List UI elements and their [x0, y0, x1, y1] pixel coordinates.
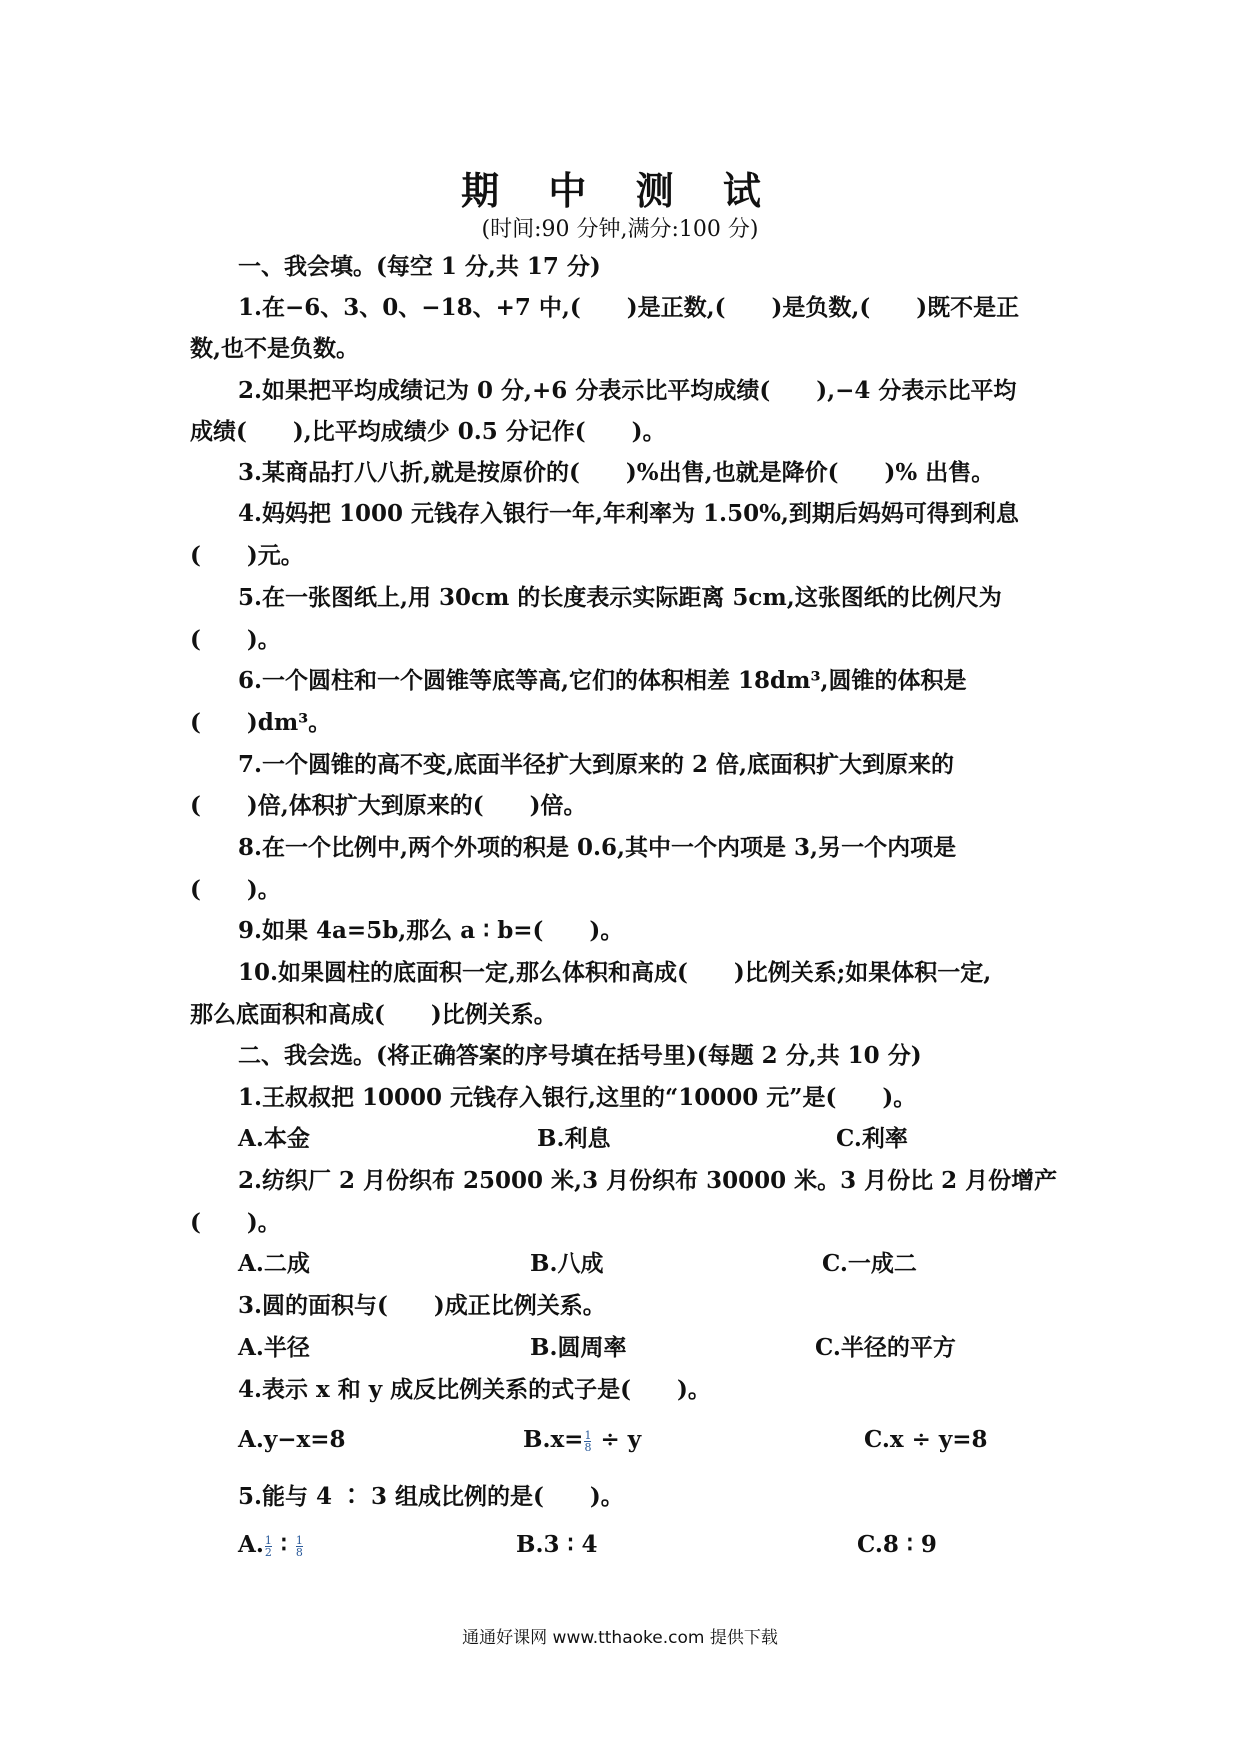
s2-q2-line1: 2.纺织厂 2 月份织布 25000 米,3 月份织布 30000 米。3 月份比 2 月份增产	[238, 1167, 1058, 1194]
page-title: 期 中 测 试	[461, 168, 779, 213]
s1-q2-line2: 成绩( ),比平均成绩少 0.5 分记作( )。	[190, 418, 666, 445]
s1-q2-line1: 2.如果把平均成绩记为 0 分,+6 分表示比平均成绩( ),−4 分表示比平均	[238, 377, 1017, 404]
s1-q9: 9.如果 4a=5b,那么 a ∶ b=( )。	[238, 917, 624, 944]
s2-q5-option-a-prefix: A.	[238, 1531, 264, 1558]
s2-q5-option-a	[238, 1530, 304, 1560]
s2-q2-option-c: C.一成二	[822, 1250, 917, 1277]
s2-q5-option-b: B.3 ∶ 4	[516, 1531, 598, 1558]
s2-q1-option-c: C.利率	[836, 1125, 908, 1152]
s2-q3-option-b: B.圆周率	[530, 1334, 627, 1361]
s2-q4-option-b-prefix: B.x=	[523, 1426, 584, 1453]
fraction-numerator: 1	[584, 1428, 592, 1442]
s2-q3-option-c: C.半径的平方	[815, 1334, 956, 1361]
ratio-separator: ∶	[272, 1531, 295, 1558]
s2-q4-option-b-suffix: ÷ y	[592, 1426, 642, 1453]
fraction-denominator: 8	[295, 1545, 303, 1559]
fraction-denominator: 8	[584, 1440, 592, 1454]
s1-q7-line1: 7.一个圆锥的高不变,底面半径扩大到原来的 2 倍,底面积扩大到原来的	[238, 751, 955, 778]
fraction-denominator: 2	[264, 1545, 272, 1559]
s1-q7-line2: ( )倍,体积扩大到原来的( )倍。	[190, 792, 587, 819]
s2-q3: 3.圆的面积与( )成正比例关系。	[238, 1292, 606, 1319]
s2-q4-option-b	[523, 1425, 641, 1455]
s2-q1-option-a: A.本金	[238, 1125, 310, 1152]
footer-source: 通通好课网 www.tthaoke.com 提供下载	[462, 1628, 778, 1648]
s2-q4-option-a: A.y−x=8	[238, 1426, 346, 1453]
s2-q5-option-c: C.8 ∶ 9	[857, 1531, 937, 1558]
page-subtitle: (时间:90 分钟,满分:100 分)	[481, 217, 759, 242]
s2-q4-option-c: C.x ÷ y=8	[864, 1426, 988, 1453]
s2-q2-option-a: A.二成	[238, 1250, 310, 1277]
fraction-one-eighth	[584, 1430, 591, 1453]
s1-q4-line1: 4.妈妈把 1000 元钱存入银行一年,年利率为 1.50%,到期后妈妈可得到利息	[238, 500, 1019, 527]
fraction-numerator: 1	[264, 1533, 272, 1547]
s2-q4: 4.表示 x 和 y 成反比例关系的式子是( )。	[238, 1376, 711, 1403]
s1-q10-line2: 那么底面积和高成( )比例关系。	[190, 1001, 557, 1028]
s1-q6-line1: 6.一个圆柱和一个圆锥等底等高,它们的体积相差 18dm³,圆锥的体积是	[238, 667, 967, 694]
s2-q1-option-b: B.利息	[537, 1125, 611, 1152]
section-2-heading: 二、我会选。(将正确答案的序号填在括号里)(每题 2 分,共 10 分)	[238, 1042, 922, 1069]
s1-q10-line1: 10.如果圆柱的底面积一定,那么体积和高成( )比例关系;如果体积一定,	[238, 959, 992, 986]
s1-q6-line2: ( )dm³。	[190, 709, 332, 736]
fraction-one-half	[265, 1535, 272, 1558]
s2-q1: 1.王叔叔把 10000 元钱存入银行,这里的“10000 元”是( )。	[238, 1084, 917, 1111]
s1-q8-line2: ( )。	[190, 876, 281, 903]
s2-q3-option-a: A.半径	[238, 1334, 310, 1361]
s2-q2-line2: ( )。	[190, 1209, 281, 1236]
s2-q2-option-b: B.八成	[530, 1250, 604, 1277]
fraction-numerator: 1	[295, 1533, 303, 1547]
fraction-one-eighth	[296, 1535, 303, 1558]
s1-q8-line1: 8.在一个比例中,两个外项的积是 0.6,其中一个内项是 3,另一个内项是	[238, 834, 957, 861]
s1-q3: 3.某商品打八八折,就是按原价的( )%出售,也就是降价( )% 出售。	[238, 459, 995, 486]
s1-q1-line2: 数,也不是负数。	[190, 335, 360, 362]
s2-q5: 5.能与 4 ∶ 3 组成比例的是( )。	[238, 1483, 624, 1510]
section-1-heading: 一、我会填。(每空 1 分,共 17 分)	[238, 253, 601, 280]
s1-q5-line1: 5.在一张图纸上,用 30cm 的长度表示实际距离 5cm,这张图纸的比例尺为	[238, 584, 1002, 611]
s1-q4-line2: ( )元。	[190, 542, 304, 569]
s1-q1-line1: 1.在−6、3、0、−18、+7 中,( )是正数,( )是负数,( )既不是正	[238, 294, 1020, 321]
s1-q5-line2: ( )。	[190, 626, 281, 653]
